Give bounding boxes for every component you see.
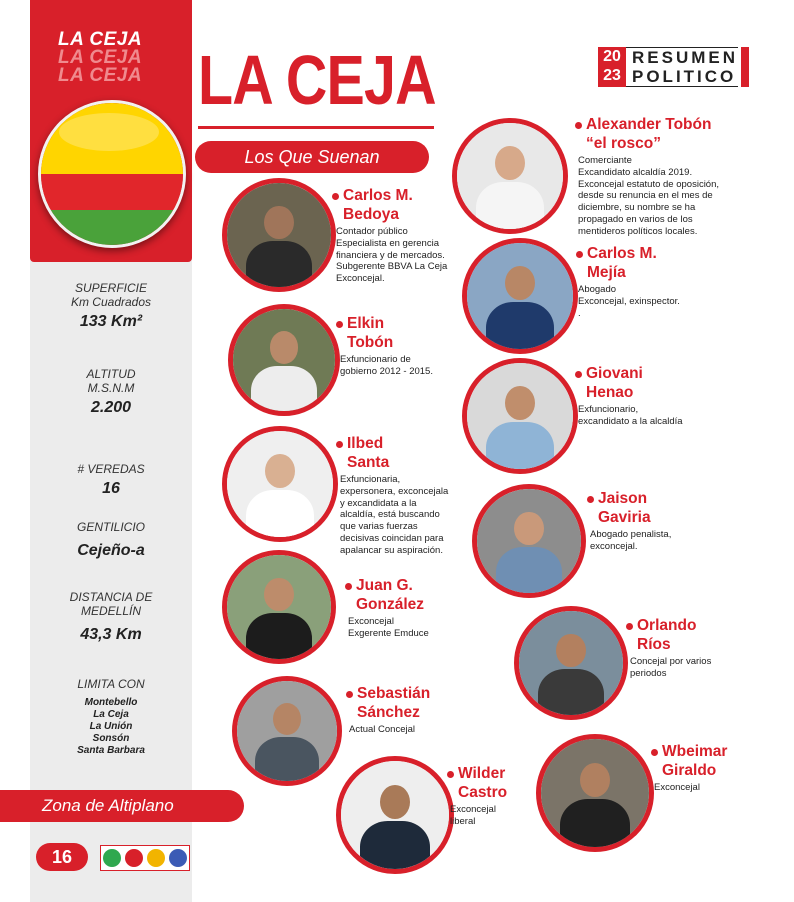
candidate-name-line: Carlos M. (343, 187, 413, 204)
candidate-description-line: Exfuncionario de (340, 354, 411, 365)
candidate-name-line: Jaison (598, 490, 648, 507)
candidate-description-line: diciembre, su nombre se ha (578, 202, 696, 214)
candidate-description (349, 724, 415, 736)
badge-line-2: POLITICO (632, 67, 737, 86)
candidate-description (340, 474, 448, 557)
page-number: 16 (36, 843, 88, 871)
sponsor-logo-icon (103, 849, 121, 867)
candidate-description (578, 155, 719, 238)
stat-value: 43,3 Km (80, 626, 142, 643)
bullet-dot-icon (626, 623, 633, 630)
stat-superficie (30, 281, 192, 331)
candidate-description-line: Exfuncionario, (578, 404, 639, 415)
candidate-description-line: propagado en varios de los (578, 213, 693, 225)
title-underline (198, 126, 434, 129)
candidate-name-line: Tobón (347, 334, 394, 351)
candidate-description-line: Abogado penalista, (590, 529, 672, 540)
resumen-politico-badge (598, 47, 749, 87)
limit-item: La Unión (89, 721, 133, 732)
candidate-description-line: excandidato a la alcaldía (578, 415, 683, 427)
candidate-name-line: Mejía (587, 264, 626, 281)
bullet-dot-icon (345, 583, 352, 590)
limit-item: Sonsón (92, 733, 130, 744)
candidate-description-line: Exconcejal (654, 782, 700, 793)
badge-line-1: RESUMEN (632, 48, 739, 67)
candidate-description-line: Concejal por varios (630, 656, 712, 667)
candidate-description (340, 354, 433, 378)
stat-label: M.S.N.M (87, 381, 135, 395)
bullet-dot-icon (576, 251, 583, 258)
candidate-description-line: Exconcejal. (336, 273, 385, 285)
candidate-name (458, 764, 507, 802)
badge-side-stripe (741, 47, 749, 87)
limit-item: La Ceja (93, 709, 129, 720)
candidate-description-line: Exconcejal (450, 804, 496, 815)
candidate-description-line: liberal (450, 815, 476, 827)
stat-label: Km Cuadrados (70, 295, 152, 309)
stat-value: Cejeño-a (77, 542, 145, 559)
candidate-photo (232, 676, 342, 786)
stat-label: MEDELLÍN (80, 604, 142, 618)
candidate-photo (222, 550, 336, 664)
bullet-dot-icon (447, 771, 454, 778)
page-subtitle: Los Que Suenan (195, 141, 429, 173)
candidate-name (343, 186, 413, 224)
candidate-name-line: Bedoya (343, 206, 399, 223)
stat-value: 16 (102, 480, 120, 497)
municipality-flag (38, 100, 186, 248)
candidate-name-line: Giraldo (662, 762, 717, 779)
zona-banner: Zona de Altiplano (0, 790, 244, 822)
candidate-name (587, 244, 657, 282)
candidate-name-line: González (356, 596, 425, 613)
candidate-photo (536, 734, 654, 852)
mini-title-3: LA CEJA (58, 65, 143, 86)
limit-item: Santa Barbara (77, 745, 145, 756)
candidate-description-line: periodos (630, 667, 667, 679)
candidate-description-line: decisivas coincidan para (340, 532, 444, 544)
candidate-name (356, 576, 424, 614)
bullet-dot-icon (332, 193, 339, 200)
candidate-description-line: Abogado (578, 284, 617, 295)
candidate-description-line: . (578, 307, 581, 319)
candidate-description (336, 226, 447, 285)
candidate-name-line: Ilbed (347, 435, 384, 452)
candidate-name-line: Ríos (637, 636, 671, 653)
candidate-name-line: Santa (347, 454, 390, 471)
candidate-description-line: apalancar su aspiración. (340, 544, 443, 556)
candidate-photo (462, 238, 578, 354)
candidate-description-line: Excandidato alcaldía 2019. (578, 166, 693, 178)
candidate-name (598, 489, 651, 527)
bullet-dot-icon (336, 321, 343, 328)
badge-year-top: 20 (603, 48, 621, 65)
bullet-dot-icon (346, 691, 353, 698)
stat-value: 133 Km² (79, 313, 143, 330)
limit-item: Montebello (84, 697, 138, 708)
candidate-description-line: exconcejal. (590, 540, 638, 552)
sponsor-logos (100, 845, 190, 871)
candidate-name (662, 742, 727, 780)
candidate-description (654, 782, 700, 794)
candidate-description-line: Subgerente BBVA La Ceja (336, 261, 448, 273)
stat-limita (30, 677, 192, 757)
candidate-name (347, 434, 389, 472)
candidate-photo (228, 304, 340, 416)
candidate-description (630, 656, 711, 680)
candidate-description-line: Exconcejal (348, 616, 394, 627)
candidate-name-line: Gaviria (598, 509, 651, 526)
candidate-description (590, 529, 671, 553)
candidate-name-line: Henao (586, 384, 634, 401)
candidate-name-line: Castro (458, 784, 508, 801)
candidate-name (357, 684, 430, 722)
bullet-dot-icon (575, 122, 582, 129)
stat-altitud (30, 367, 192, 417)
candidate-description-line: Exconcejal, exinspector. (578, 295, 680, 307)
candidate-description-line: alcaldía, está buscando (340, 509, 440, 521)
candidate-description-line: Exconcejal estatuto de oposición, (578, 178, 720, 190)
badge-year (598, 47, 626, 87)
candidate-name-line: Sebastián (357, 685, 431, 702)
badge-year-bottom: 23 (603, 67, 621, 84)
stat-gentilicio (30, 520, 192, 560)
stat-label: SUPERFICIE (74, 281, 147, 295)
candidate-description-line: Comerciante (578, 155, 632, 166)
candidate-name (637, 616, 696, 654)
candidate-photo (222, 426, 338, 542)
candidate-description-line: Contador público (336, 226, 408, 237)
bullet-dot-icon (587, 496, 594, 503)
candidate-description-line: y excandidata a la (340, 497, 417, 509)
candidate-description (578, 284, 680, 319)
stat-label: ALTITUD (86, 367, 136, 381)
sponsor-logo-icon (169, 849, 187, 867)
candidate-description-line: mentideros políticos locales. (578, 225, 698, 237)
candidate-description-line: Actual Concejal (349, 724, 416, 735)
candidate-description (578, 404, 683, 428)
candidate-description-line: gobierno 2012 - 2015. (340, 365, 433, 377)
candidate-photo (222, 178, 336, 292)
stat-label: LIMITA CON (77, 677, 145, 691)
candidate-name-line: Juan G. (356, 577, 413, 594)
candidate-name (347, 314, 393, 352)
mini-title-1: LA CEJA (58, 29, 143, 50)
candidate-name-line: Orlando (637, 617, 697, 634)
stat-distancia (30, 590, 192, 644)
candidate-description-line: Exgerente Emduce (348, 627, 429, 639)
candidate-name-line: Wilder (458, 765, 506, 782)
candidate-name-line: Alexander Tobón (586, 116, 712, 133)
stat-veredas (30, 462, 192, 498)
candidate-name (586, 364, 643, 402)
candidate-photo (452, 118, 568, 234)
candidate-name-line: Carlos M. (587, 245, 657, 262)
stat-label: GENTILICIO (76, 520, 145, 534)
mini-title-2: LA CEJA (58, 47, 143, 68)
candidate-name-line: Wbeimar (662, 743, 728, 760)
candidate-description-line: Exfuncionaria, (340, 474, 401, 485)
sponsor-logo-icon (125, 849, 143, 867)
bullet-dot-icon (336, 441, 343, 448)
candidate-description-line: que varias fuerzas (340, 521, 418, 533)
candidate-name-line: Sánchez (357, 704, 420, 721)
stat-value: 2.200 (90, 399, 132, 416)
candidate-photo (514, 606, 628, 720)
candidate-description-line: financiera y de mercados. (336, 249, 445, 261)
candidate-photo (336, 756, 454, 874)
candidate-photo (472, 484, 586, 598)
stat-label: # VEREDAS (77, 462, 145, 476)
candidate-description-line: desde su renuncia en el mes de (578, 190, 713, 202)
page-title: LA CEJA (198, 41, 436, 119)
candidate-name-line: “el rosco” (586, 135, 661, 152)
candidate-photo (462, 358, 578, 474)
candidate-description-line: expersonera, exconcejala (340, 485, 449, 497)
candidate-name-line: Elkin (347, 315, 385, 332)
candidate-description (348, 616, 429, 640)
stat-label: DISTANCIA DE (69, 590, 153, 604)
bullet-dot-icon (651, 749, 658, 756)
candidate-description-line: Especialista en gerencia (336, 237, 439, 249)
candidate-name-line: Giovani (586, 365, 643, 382)
candidate-name (586, 115, 711, 153)
sponsor-logo-icon (147, 849, 165, 867)
candidate-description (450, 804, 496, 828)
bullet-dot-icon (575, 371, 582, 378)
